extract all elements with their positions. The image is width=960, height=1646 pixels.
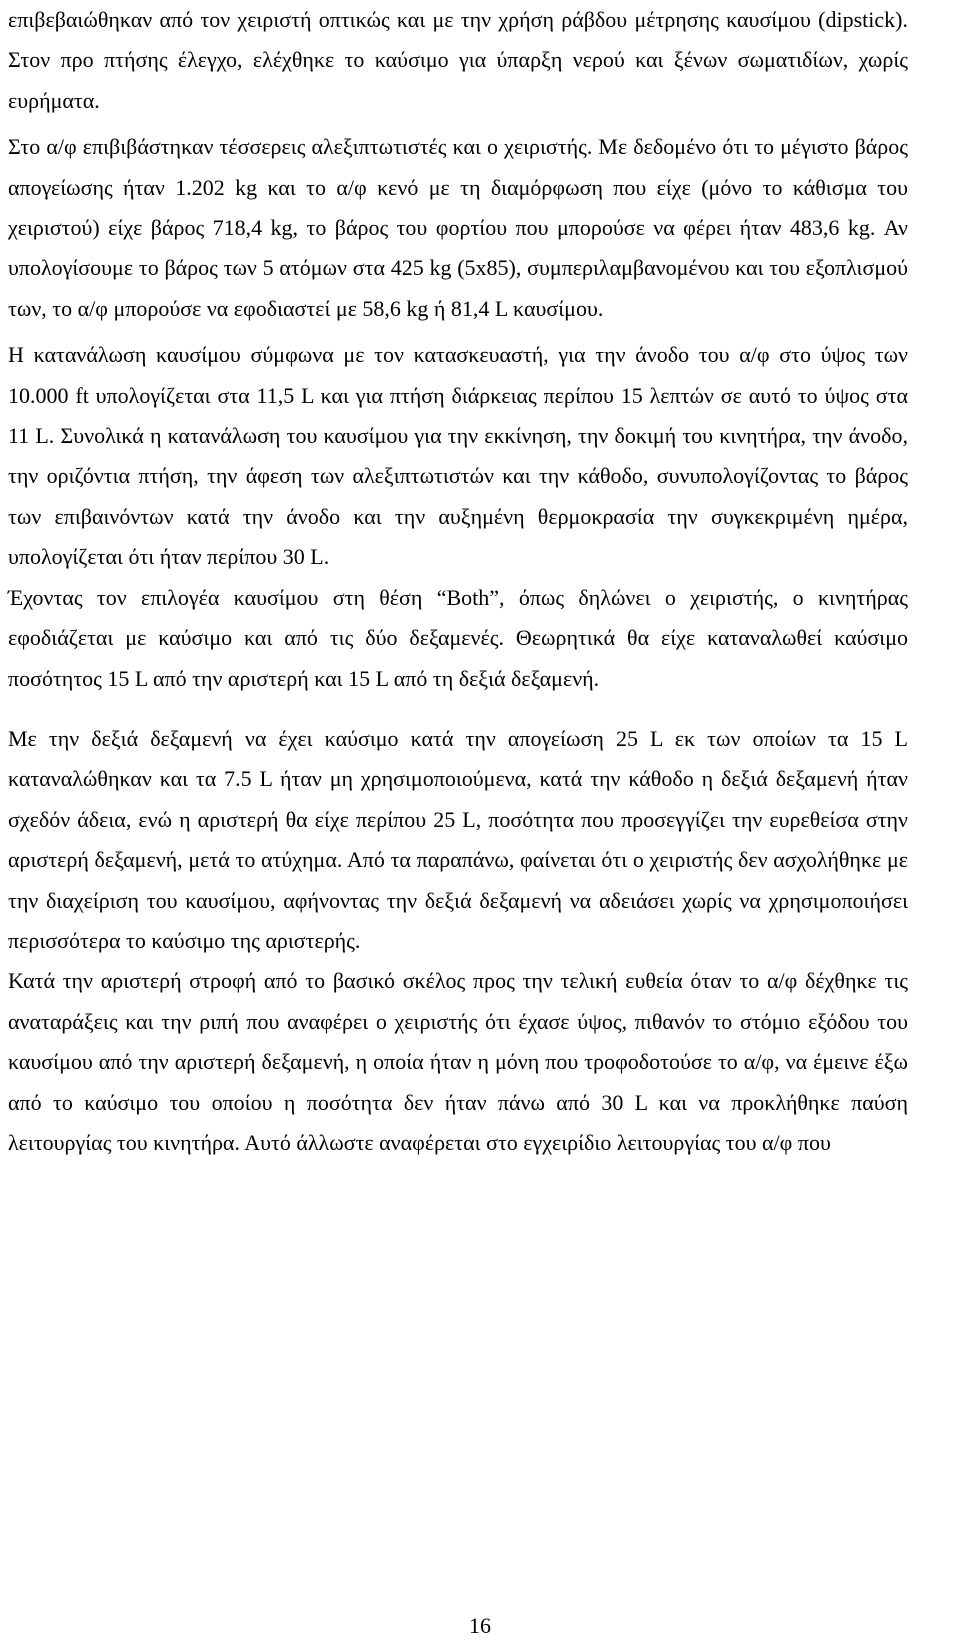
paragraph-right-tank: Με την δεξιά δεξαμενή να έχει καύσιμο κατά την απογείωση 25 L εκ των οποίων τα 15 L καταναλώθηκαν και τα 7.5 L ήταν μη χρησιμοποιούμενα, κατά την κάθοδο η δεξιά δεξαμενή ήταν σχεδόν άδεια, ενώ η αριστερή θα είχε περίπου 25 L, ποσότητα που προσεγγίζει την ευρεθείσα στην αριστερή δεξαμενή, μετά το ατύχημα. Από τα παραπάνω, φαίνεται ότι ο χειριστής δεν ασχολήθηκε με την διαχείριση του καυσίμου, αφήνοντας την δεξιά δεξαμενή να αδειάσει χωρίς να χρησιμοποιήσει περισσότερα το καύσιμο της αριστερής. <box>8 725 908 953</box>
paragraph-weight-calculation: Στο α/φ επιβιβάστηκαν τέσσερεις αλεξιπτωτιστές και ο χειριστής. Με δεδομένο ότι το μέγιστο βάρος απογείωσης ήταν 1.202 kg και το α/φ κενό με τη διαμόρφωση που είχε (μόνο το κάθισμα του χειριστού) είχε βάρος 718,4 kg, το βάρος του φορτίου που μπορούσε να φέρει ήταν 483,6 kg. Αν υπολογίσουμε το βάρος των 5 ατόμων στα 425 kg (5x85), συμπεριλαμβανομένου και του εξοπλισμού των, το α/φ μπορούσε να εφοδιαστεί με 58,6 kg ή 81,4 L καυσίμου. <box>8 134 908 321</box>
document-page <box>8 0 908 1163</box>
paragraph-fuel-check: επιβεβαιώθηκαν από τον χειριστή οπτικώς και με την χρήση ράβδου μέτρησης καυσίμου (dipstick). Στον προ πτήσης έλεγχο, ελέχθηκε το καύσιμο για ύπαρξη νερού και ξένων σωματιδίων, χωρίς ευρήματα. <box>8 7 908 113</box>
paragraph-fuel-consumption: Η κατανάλωση καυσίμου σύμφωνα με τον κατασκευαστή, για την άνοδο του α/φ στο ύψος των 10.000 ft υπολογίζεται στα 11,5 L και για πτήση διάρκειας περίπου 15 λεπτών σε αυτό το ύψος στα 11 L. Συνολικά η κατανάλωση του καυσίμου για την εκκίνηση, την δοκιμή του κινητήρα, την άνοδο, την οριζόντια πτήση, την άφεση των αλεξιπτωτιστών και την κάθοδο, συνυπολογίζοντας το βάρος των επιβαινόντων κατά την άνοδο και την αυξημένη θερμοκρασία την συγκεκριμένη ημέρα, υπολογίζεται ότι ήταν περίπου 30 L. <box>8 342 908 570</box>
paragraph-left-turn: Κατά την αριστερή στροφή από το βασικό σκέλος προς την τελική ευθεία όταν το α/φ δέχθηκε τις αναταράξεις και την ριπή που αναφέρει ο χειριστής ότι έχασε ύψος, πιθανόν το στόμιο εξόδου του καυσίμου από την αριστερή δεξαμενή, η οποία ήταν η μόνη που τροφοδοτούσε το α/φ, να έμεινε έξω από το καύσιμο του οποίου η ποσότητα δεν ήταν πάνω από 30 L και να προκλήθηκε παύση λειτουργίας του κινητήρα. Αυτό άλλωστε αναφέρεται στο εγχειρίδιο λειτουργίας του α/φ που <box>8 968 908 1155</box>
page-number: 16 <box>469 1613 491 1638</box>
paragraph-fuel-selector: Έχοντας τον επιλογέα καυσίμου στη θέση “Both”, όπως δηλώνει ο χειριστής, ο κινητήρας εφοδιάζεται με καύσιμο και από τις δύο δεξαμενές. Θεωρητικά θα είχε καταναλωθεί καύσιμο ποσότητος 15 L από την αριστερή και 15 L από τη δεξιά δεξαμενή. <box>8 584 908 691</box>
